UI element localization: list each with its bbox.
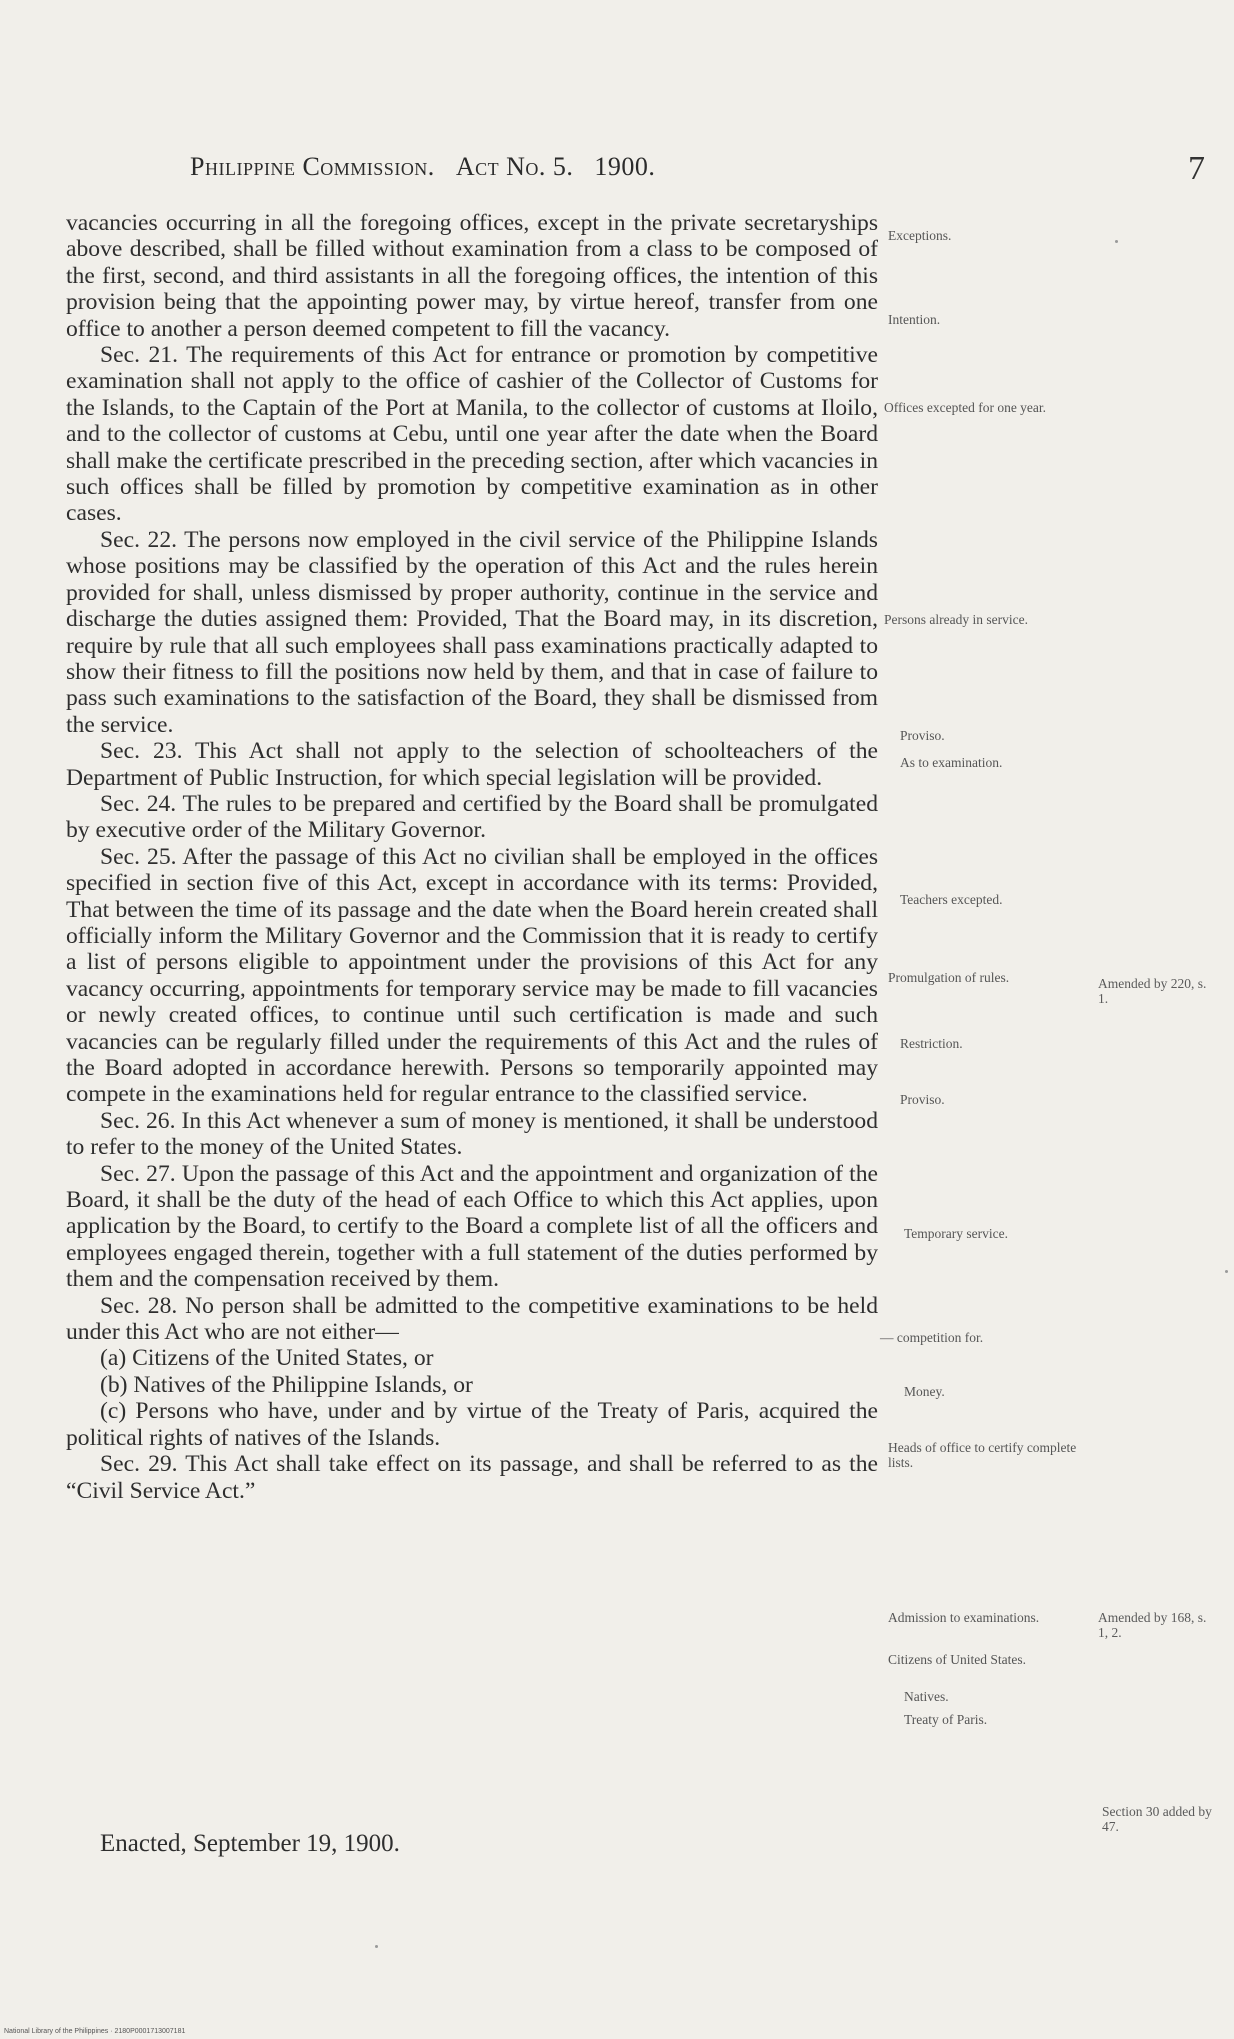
paragraph-sec-29: Sec. 29. This Act shall take effect on its passage, and shall be referred to as the “Civil Service Act.” bbox=[66, 1451, 878, 1504]
paragraph-sec-25: Sec. 25. After the passage of this Act no civilian shall be employed in the offices specified in section five of this Act, except in accordance with its terms: Provided, That between the time of its passage and the date when the Board herein created shall officially inform the Military Governor and the Commission that it is ready to certify a list of persons eligible to appointment under the provisions of this Act for any vacancy occurring, appointments for temporary service may be made to fill vacancies or newly created offices, to continue until such certification is made and such vacancies can be regularly filled under the requirements of this Act and the rules of the Board adopted in accordance herewith. Persons so temporarily appointed may compete in the examinations held for regular entrance to the classified service. bbox=[66, 843, 878, 1108]
side-note-competition: — competition for. bbox=[880, 1330, 984, 1345]
side-note-money: Money. bbox=[904, 1384, 945, 1399]
header-act: Act No. 5. bbox=[455, 152, 574, 181]
side-note-persons-in-service: Persons already in service. bbox=[884, 612, 1028, 627]
side-note-natives: Natives. bbox=[904, 1689, 949, 1704]
list-item-c: (c) Persons who have, under and by virtue of the Treaty of Paris, acquired the political rights of natives of the Islands. bbox=[66, 1398, 878, 1451]
paragraph-sec-23: Sec. 23. This Act shall not apply to the selection of schoolteachers of the Department of Public Instruction, for which special legislation will be provided. bbox=[66, 738, 878, 791]
side-note-temporary-service: Temporary service. bbox=[904, 1226, 1009, 1241]
paragraph-sec-28: Sec. 28. No person shall be admitted to the competitive examinations to be held under this Act who are not either— bbox=[66, 1292, 878, 1346]
side-note-citizens: Citizens of United States. bbox=[888, 1652, 1026, 1667]
side-note-promulgation: Promulgation of rules. bbox=[888, 970, 1010, 985]
list-item-a: (a) Citizens of the United States, or bbox=[100, 1345, 434, 1372]
header-year: 1900. bbox=[594, 152, 656, 181]
body-text bbox=[66, 210, 878, 1504]
side-note-intention: Intention. bbox=[888, 312, 941, 327]
side-note-exceptions: Exceptions. bbox=[888, 228, 952, 243]
side-note-admission: Admission to examinations. bbox=[888, 1610, 1040, 1625]
paragraph-sec-27: Sec. 27. Upon the passage of this Act and the appointment and organization of the Board, it shall be the duty of the head of each Office to which this Act applies, upon application by the Board, to certify to the Board a complete list of all the officers and employees engaged therein, together with a full statement of the duties performed by them and the compensation received by them. bbox=[66, 1160, 878, 1293]
amendment-note-sec-24: Amended by 220, s. 1. bbox=[1098, 976, 1207, 1006]
paragraph-sec-21: Sec. 21. The requirements of this Act for entrance or promotion by competitive examination shall not apply to the office of cashier of the Collector of Customs for the Islands, to the Captain of the Port at Manila, to the collector of customs at Iloilo, and to the collector of customs at Cebu, until one year after the date when the Board shall make the certificate prescribed in the preceding section, after which vacancies in such offices shall be filled by promotion by competitive examination as in other cases. bbox=[66, 342, 878, 527]
amendment-note-sec-30: Section 30 added by 47. bbox=[1102, 1804, 1212, 1834]
side-note-proviso-2: Proviso. bbox=[900, 1092, 945, 1107]
running-header bbox=[190, 152, 990, 182]
archive-footer: National Library of the Philippines · 2180P0001713007181 bbox=[4, 2028, 186, 2035]
side-note-offices-excepted: Offices excepted for one year. bbox=[884, 400, 1047, 415]
page-number: 7 bbox=[1188, 150, 1205, 187]
paper-speck bbox=[375, 1945, 378, 1948]
paragraph-sec-24: Sec. 24. The rules to be prepared and certified by the Board shall be promulgated by executive order of the Military Governor. bbox=[66, 790, 878, 844]
side-note-examination: As to examination. bbox=[900, 755, 1003, 770]
paragraph-sec-26: Sec. 26. In this Act whenever a sum of money is mentioned, it shall be understood to refer to the money of the United States. bbox=[66, 1107, 878, 1161]
enacted-date: Enacted, September 19, 1900. bbox=[100, 1830, 400, 1857]
amendment-note-sec-28: Amended by 168, s. 1, 2. bbox=[1098, 1610, 1207, 1640]
paper-speck bbox=[1225, 1270, 1228, 1273]
list-item-b: (b) Natives of the Philippine Islands, or bbox=[100, 1371, 473, 1398]
side-note-proviso-1: Proviso. bbox=[900, 728, 945, 743]
paragraph-sec-22: Sec. 22. The persons now employed in the civil service of the Philippine Islands whose positions may be classified by the operation of this Act and the rules herein provided for shall, unless dismissed by proper authority, continue in the service and discharge the duties assigned them: Provided, That the Board may, in its discretion, require by rule that all such employees shall pass examinations practically adapted to show their fitness to fill the positions now held by them, and that in case of failure to pass such examinations to the satisfaction of the Board, they shall be dismissed from the service. bbox=[66, 526, 878, 738]
side-note-treaty: Treaty of Paris. bbox=[904, 1712, 988, 1727]
paper-speck bbox=[1115, 240, 1118, 243]
header-commission: Philippine Commission. bbox=[190, 152, 435, 181]
side-note-teachers: Teachers excepted. bbox=[900, 892, 1003, 907]
paragraph-continuation: vacancies occurring in all the foregoing offices, except in the private secretaryships above described, shall be filled without examination from a class to be composed of the first, second, and third assistants in all the foregoing offices, the intention of this provision being that the appointing power may, by virtue hereof, transfer from one office to another a person deemed competent to fill the vacancy. bbox=[66, 210, 878, 342]
side-note-restriction: Restriction. bbox=[900, 1036, 963, 1051]
side-note-heads-of-office: Heads of office to certify complete lists. bbox=[888, 1440, 1077, 1470]
